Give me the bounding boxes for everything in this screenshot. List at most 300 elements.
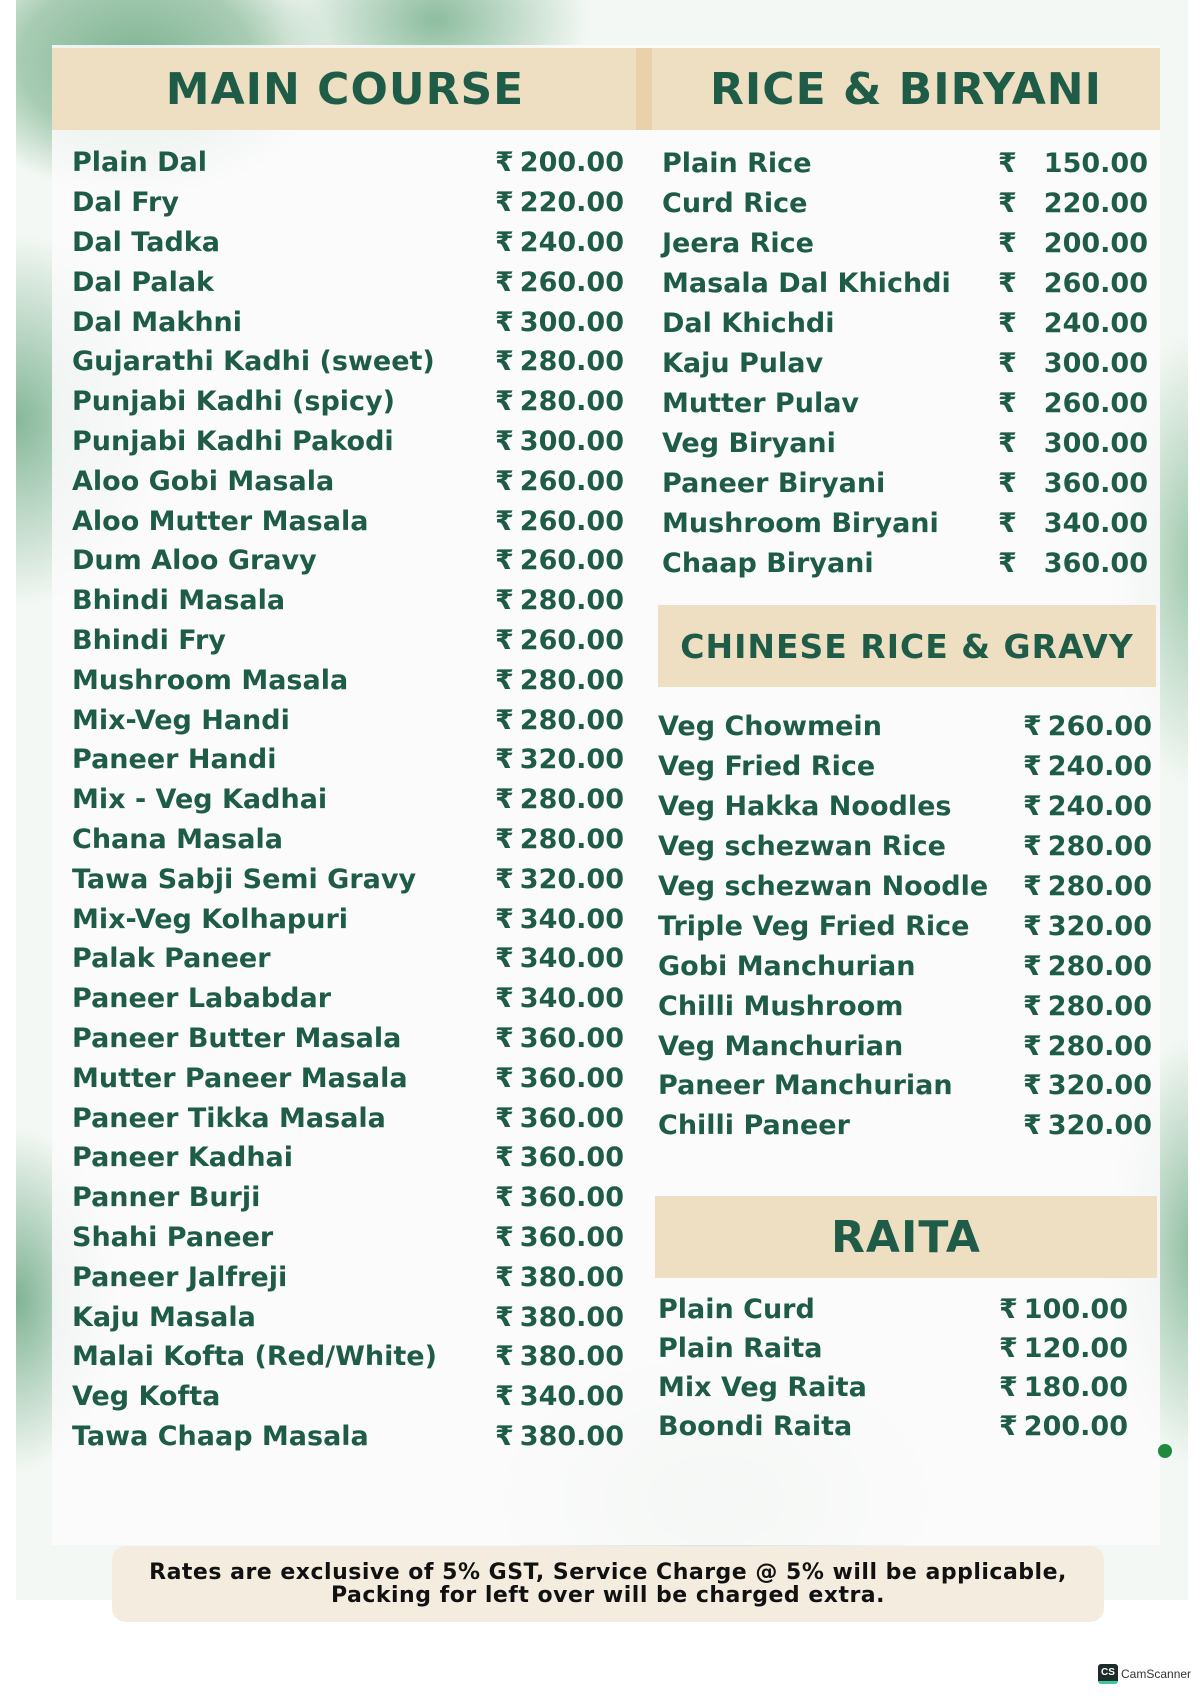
- rupee-icon: ₹: [495, 624, 514, 656]
- menu-item-name: Aloo Mutter Masala: [72, 505, 369, 537]
- rupee-icon: ₹: [495, 306, 514, 338]
- menu-item-price: [998, 308, 1148, 339]
- menu-item-price: [495, 1063, 624, 1094]
- chinese-item: [658, 707, 1152, 747]
- rice-biryani-item: [662, 303, 1148, 343]
- main-course-item: [72, 820, 624, 860]
- price-amount: 320.00: [1047, 910, 1152, 942]
- menu-item-name: Veg Kofta: [72, 1381, 221, 1413]
- rupee-icon: ₹: [495, 903, 514, 935]
- menu-item-price: [1023, 711, 1152, 742]
- menu-item-name: Paneer Handi: [72, 744, 277, 776]
- price-amount: 280.00: [519, 704, 624, 736]
- price-amount: 360.00: [519, 1182, 624, 1214]
- menu-item-name: Veg Chowmein: [658, 711, 882, 743]
- chinese-item: [658, 1106, 1152, 1146]
- chinese-header: [658, 605, 1156, 687]
- menu-item-name: Paneer Butter Masala: [72, 1022, 402, 1054]
- menu-item-price: [999, 1294, 1128, 1325]
- main-course-item: [72, 541, 624, 581]
- rice-biryani-item: [662, 183, 1148, 223]
- rupee-icon: ₹: [998, 307, 1017, 339]
- price-amount: 380.00: [519, 1420, 624, 1452]
- rupee-icon: ₹: [495, 1142, 514, 1174]
- main-course-item: [72, 342, 624, 382]
- rupee-icon: ₹: [495, 1022, 514, 1054]
- chinese-item: [658, 747, 1152, 787]
- price-amount: 240.00: [519, 226, 624, 258]
- rupee-icon: ₹: [998, 267, 1017, 299]
- raita-header: [655, 1196, 1157, 1278]
- price-amount: 360.00: [1043, 467, 1148, 499]
- price-amount: 150.00: [1043, 147, 1148, 179]
- rupee-icon: ₹: [495, 1062, 514, 1094]
- price-amount: 280.00: [519, 386, 624, 418]
- price-amount: 380.00: [519, 1301, 624, 1333]
- main-course-item: [72, 183, 624, 223]
- price-amount: 120.00: [1023, 1333, 1128, 1364]
- menu-item-price: [1023, 751, 1152, 782]
- price-amount: 340.00: [1043, 507, 1148, 539]
- main-course-header: [52, 48, 638, 130]
- price-amount: 260.00: [519, 465, 624, 497]
- menu-item-name: Dum Aloo Gravy: [72, 545, 317, 577]
- rupee-icon: ₹: [1023, 1030, 1042, 1062]
- menu-item-name: Shahi Paneer: [72, 1221, 274, 1253]
- menu-item-price: [495, 904, 624, 935]
- main-course-list: [72, 143, 624, 1456]
- rupee-icon: ₹: [495, 823, 514, 855]
- rupee-icon: ₹: [495, 1182, 514, 1214]
- price-amount: 200.00: [1043, 227, 1148, 259]
- chinese-item: [658, 906, 1152, 946]
- menu-item-price: [1023, 911, 1152, 942]
- main-course-item: [72, 581, 624, 621]
- camscanner-logo-icon: CS: [1098, 1664, 1118, 1684]
- rupee-icon: ₹: [495, 1301, 514, 1333]
- main-course-item: [72, 1417, 624, 1457]
- rupee-icon: ₹: [495, 1420, 514, 1452]
- main-course-item: [72, 1138, 624, 1178]
- menu-item-name: Mix-Veg Kolhapuri: [72, 903, 349, 935]
- rupee-icon: ₹: [495, 1381, 514, 1413]
- price-amount: 240.00: [1043, 307, 1148, 339]
- menu-item-price: [495, 346, 624, 377]
- price-amount: 220.00: [1043, 187, 1148, 219]
- price-amount: 320.00: [519, 744, 624, 776]
- rupee-icon: ₹: [1023, 711, 1042, 743]
- price-amount: 340.00: [519, 1381, 624, 1413]
- price-amount: 260.00: [1043, 267, 1148, 299]
- price-amount: 180.00: [1023, 1372, 1128, 1403]
- menu-item-name: Dal Palak: [72, 266, 215, 298]
- menu-item-price: [495, 1381, 624, 1412]
- price-amount: 280.00: [1047, 990, 1152, 1022]
- menu-item-name: Chilli Mushroom: [658, 990, 904, 1022]
- rupee-icon: ₹: [999, 1333, 1018, 1364]
- chinese-list: [658, 707, 1152, 1146]
- rice-biryani-item: [662, 383, 1148, 423]
- menu-item-name: Dal Makhni: [72, 306, 243, 338]
- menu-item-name: Gobi Manchurian: [658, 950, 916, 982]
- menu-item-price: [1023, 1031, 1152, 1062]
- chinese-item: [658, 986, 1152, 1026]
- rupee-icon: ₹: [495, 784, 514, 816]
- price-amount: 260.00: [1047, 711, 1152, 743]
- price-amount: 360.00: [519, 1022, 624, 1054]
- rupee-icon: ₹: [495, 1261, 514, 1293]
- menu-item-price: [495, 506, 624, 537]
- menu-item-price: [1023, 991, 1152, 1022]
- rupee-icon: ₹: [495, 346, 514, 378]
- price-amount: 300.00: [519, 306, 624, 338]
- price-amount: 280.00: [519, 664, 624, 696]
- main-course-item: [72, 660, 624, 700]
- menu-item-price: [495, 426, 624, 457]
- menu-item-price: [495, 1182, 624, 1213]
- main-course-item: [72, 939, 624, 979]
- menu-item-price: [495, 1262, 624, 1293]
- tax-note-line-2: Packing for left over will be charged extra.: [330, 1583, 886, 1608]
- rupee-icon: ₹: [495, 863, 514, 895]
- menu-item-price: [495, 665, 624, 696]
- menu-item-name: Mutter Paneer Masala: [72, 1062, 408, 1094]
- menu-item-name: Malai Kofta (Red/White): [72, 1341, 437, 1373]
- menu-item-name: Paneer Jalfreji: [72, 1261, 288, 1293]
- price-amount: 220.00: [519, 187, 624, 219]
- rupee-icon: ₹: [495, 386, 514, 418]
- main-course-item: [72, 700, 624, 740]
- rupee-icon: ₹: [1023, 1110, 1042, 1142]
- camscanner-watermark: [1098, 1664, 1191, 1684]
- menu-item-price: [495, 1302, 624, 1333]
- rice-biryani-item: [662, 143, 1148, 183]
- menu-item-price: [495, 784, 624, 815]
- main-course-title: MAIN COURSE: [165, 63, 525, 115]
- chinese-title: CHINESE RICE & GRAVY: [680, 626, 1134, 666]
- menu-item-name: Plain Rice: [662, 147, 812, 179]
- rupee-icon: ₹: [998, 147, 1017, 179]
- menu-item-name: Veg Fried Rice: [658, 751, 876, 783]
- price-amount: 280.00: [1047, 871, 1152, 902]
- menu-item-price: [1023, 951, 1152, 982]
- menu-item-price: [999, 1372, 1128, 1403]
- menu-item-name: Mix - Veg Kadhai: [72, 784, 328, 816]
- main-course-item: [72, 740, 624, 780]
- rupee-icon: ₹: [998, 427, 1017, 459]
- rupee-icon: ₹: [1023, 950, 1042, 982]
- menu-item-name: Plain Raita: [658, 1333, 823, 1364]
- menu-item-price: [495, 227, 624, 258]
- main-course-item: [72, 1019, 624, 1059]
- menu-item-price: [999, 1333, 1128, 1364]
- menu-item-price: [495, 983, 624, 1014]
- menu-item-name: Chilli Paneer: [658, 1110, 850, 1142]
- rupee-icon: ₹: [495, 505, 514, 537]
- menu-item-price: [495, 1421, 624, 1452]
- price-amount: 300.00: [1043, 347, 1148, 379]
- menu-item-price: [495, 1142, 624, 1173]
- main-course-item: [72, 1377, 624, 1417]
- main-course-item: [72, 621, 624, 661]
- main-course-item: [72, 1257, 624, 1297]
- menu-item-name: Paneer Tikka Masala: [72, 1102, 386, 1134]
- menu-item-name: Mix Veg Raita: [658, 1372, 867, 1403]
- menu-item-price: [495, 1103, 624, 1134]
- menu-item-name: Triple Veg Fried Rice: [658, 910, 970, 942]
- main-course-item: [72, 223, 624, 263]
- rice-biryani-item: [662, 263, 1148, 303]
- rupee-icon: ₹: [1023, 831, 1042, 863]
- menu-item-name: Mutter Pulav: [662, 387, 860, 419]
- rupee-icon: ₹: [998, 547, 1017, 579]
- decorative-dot: [1158, 1444, 1172, 1458]
- menu-item-price: [495, 267, 624, 298]
- main-course-item: [72, 1098, 624, 1138]
- rupee-icon: ₹: [495, 943, 514, 975]
- menu-item-price: [998, 348, 1148, 379]
- menu-item-name: Jeera Rice: [662, 227, 814, 259]
- rice-biryani-item: [662, 543, 1148, 583]
- rupee-icon: ₹: [495, 465, 514, 497]
- menu-item-name: Tawa Sabji Semi Gravy: [72, 863, 417, 895]
- price-amount: 280.00: [1047, 1030, 1152, 1062]
- menu-item-price: [495, 744, 624, 775]
- menu-item-price: [495, 943, 624, 974]
- menu-item-name: Panner Burji: [72, 1182, 261, 1214]
- menu-item-name: Paneer Lababdar: [72, 983, 332, 1015]
- price-amount: 360.00: [1043, 547, 1148, 579]
- price-amount: 380.00: [519, 1261, 624, 1293]
- menu-item-name: Veg Hakka Noodles: [658, 791, 952, 823]
- rice-biryani-header: [652, 48, 1160, 130]
- main-course-item: [72, 302, 624, 342]
- rupee-icon: ₹: [998, 347, 1017, 379]
- price-amount: 280.00: [519, 784, 624, 816]
- chinese-item: [658, 827, 1152, 867]
- rice-biryani-item: [662, 423, 1148, 463]
- raita-title: RAITA: [831, 1211, 981, 1263]
- menu-item-name: Curd Rice: [662, 187, 808, 219]
- menu-item-price: [1023, 1110, 1152, 1141]
- raita-item: [658, 1290, 1128, 1329]
- menu-item-price: [998, 548, 1148, 579]
- raita-list: [658, 1290, 1128, 1446]
- header-divider: [636, 48, 652, 130]
- camscanner-label: CamScanner: [1121, 1667, 1192, 1681]
- menu-item-price: [1023, 831, 1152, 862]
- rupee-icon: ₹: [495, 704, 514, 736]
- menu-item-name: Mushroom Masala: [72, 664, 349, 696]
- main-course-item: [72, 143, 624, 183]
- menu-item-name: Paneer Biryani: [662, 467, 886, 499]
- price-amount: 260.00: [519, 266, 624, 298]
- menu-item-name: Chana Masala: [72, 823, 283, 855]
- price-amount: 200.00: [1023, 1411, 1128, 1442]
- menu-item-name: Chaap Biryani: [662, 547, 874, 579]
- menu-item-name: Kaju Masala: [72, 1301, 256, 1333]
- menu-item-price: [495, 386, 624, 417]
- menu-item-name: Plain Curd: [658, 1294, 815, 1325]
- menu-item-name: Kaju Pulav: [662, 347, 824, 379]
- price-amount: 200.00: [519, 147, 624, 179]
- rupee-icon: ₹: [495, 744, 514, 776]
- price-amount: 280.00: [519, 823, 624, 855]
- menu-item-price: [998, 508, 1148, 539]
- menu-item-price: [495, 307, 624, 338]
- price-amount: 340.00: [519, 983, 624, 1015]
- rupee-icon: ₹: [998, 227, 1017, 259]
- rupee-icon: ₹: [495, 226, 514, 258]
- main-course-item: [72, 1297, 624, 1337]
- menu-item-price: [998, 228, 1148, 259]
- rupee-icon: ₹: [998, 387, 1017, 419]
- rupee-icon: ₹: [495, 1341, 514, 1373]
- rupee-icon: ₹: [495, 187, 514, 219]
- price-amount: 240.00: [1047, 791, 1152, 823]
- main-course-item: [72, 1058, 624, 1098]
- rupee-icon: ₹: [495, 545, 514, 577]
- chinese-item: [658, 1066, 1152, 1106]
- rupee-icon: ₹: [1023, 871, 1042, 902]
- menu-item-name: Tawa Chaap Masala: [72, 1420, 369, 1452]
- menu-item-name: Dal Fry: [72, 187, 179, 219]
- rupee-icon: ₹: [1023, 1070, 1042, 1102]
- price-amount: 360.00: [519, 1102, 624, 1134]
- rice-biryani-list: [662, 143, 1148, 583]
- price-amount: 340.00: [519, 903, 624, 935]
- rupee-icon: ₹: [495, 983, 514, 1015]
- price-amount: 340.00: [519, 943, 624, 975]
- rice-biryani-item: [662, 463, 1148, 503]
- price-amount: 280.00: [1047, 950, 1152, 982]
- rupee-icon: ₹: [999, 1411, 1018, 1442]
- menu-item-name: Palak Paneer: [72, 943, 271, 975]
- menu-item-price: [495, 466, 624, 497]
- menu-item-price: [495, 824, 624, 855]
- menu-item-price: [998, 388, 1148, 419]
- rupee-icon: ₹: [495, 425, 514, 457]
- rupee-icon: ₹: [495, 664, 514, 696]
- price-amount: 260.00: [1043, 387, 1148, 419]
- price-amount: 320.00: [1047, 1070, 1152, 1102]
- menu-item-name: Plain Dal: [72, 147, 208, 179]
- menu-item-price: [998, 148, 1148, 179]
- menu-item-price: [495, 585, 624, 616]
- rupee-icon: ₹: [1023, 791, 1042, 823]
- price-amount: 300.00: [519, 425, 624, 457]
- menu-item-name: Veg Manchurian: [658, 1030, 904, 1062]
- price-amount: 360.00: [519, 1221, 624, 1253]
- raita-item: [658, 1368, 1128, 1407]
- menu-item-name: Punjabi Kadhi Pakodi: [72, 425, 394, 457]
- menu-item-price: [1023, 871, 1152, 902]
- menu-item-price: [495, 147, 624, 178]
- rupee-icon: ₹: [495, 585, 514, 617]
- rupee-icon: ₹: [999, 1294, 1018, 1325]
- menu-item-price: [495, 187, 624, 218]
- tax-note-line-1: Rates are exclusive of 5% GST, Service Charge @ 5% will be applicable,: [149, 1560, 1067, 1585]
- rice-biryani-item: [662, 343, 1148, 383]
- menu-item-name: Veg Biryani: [662, 427, 836, 459]
- rupee-icon: ₹: [1023, 990, 1042, 1022]
- rupee-icon: ₹: [495, 1221, 514, 1253]
- main-course-item: [72, 979, 624, 1019]
- menu-item-price: [998, 468, 1148, 499]
- raita-item: [658, 1407, 1128, 1446]
- menu-item-price: [1023, 1070, 1152, 1101]
- menu-item-price: [1023, 791, 1152, 822]
- main-course-item: [72, 899, 624, 939]
- menu-item-price: [998, 188, 1148, 219]
- menu-item-name: Dal Khichdi: [662, 307, 835, 339]
- main-course-item: [72, 1218, 624, 1258]
- price-amount: 280.00: [519, 585, 624, 617]
- price-amount: 100.00: [1023, 1294, 1128, 1325]
- menu-item-price: [998, 268, 1148, 299]
- main-course-item: [72, 1337, 624, 1377]
- price-amount: 260.00: [519, 545, 624, 577]
- rupee-icon: ₹: [1023, 751, 1042, 783]
- menu-item-name: Dal Tadka: [72, 226, 220, 258]
- menu-item-price: [495, 545, 624, 576]
- rice-biryani-item: [662, 503, 1148, 543]
- menu-item-price: [495, 1341, 624, 1372]
- rice-biryani-item: [662, 223, 1148, 263]
- raita-item: [658, 1329, 1128, 1368]
- chinese-item: [658, 946, 1152, 986]
- price-amount: 260.00: [519, 624, 624, 656]
- main-course-item: [72, 461, 624, 501]
- main-course-item: [72, 382, 624, 422]
- price-amount: 380.00: [519, 1341, 624, 1373]
- main-course-item: [72, 262, 624, 302]
- menu-item-price: [495, 1023, 624, 1054]
- menu-item-name: Bhindi Fry: [72, 624, 226, 656]
- menu-item-price: [495, 864, 624, 895]
- rupee-icon: ₹: [999, 1372, 1018, 1403]
- price-amount: 300.00: [1043, 427, 1148, 459]
- rupee-icon: ₹: [495, 147, 514, 179]
- menu-item-name: Punjabi Kadhi (spicy): [72, 386, 395, 418]
- price-amount: 260.00: [519, 505, 624, 537]
- rupee-icon: ₹: [998, 507, 1017, 539]
- price-amount: 360.00: [519, 1142, 624, 1174]
- main-course-item: [72, 501, 624, 541]
- menu-item-price: [998, 428, 1148, 459]
- rupee-icon: ₹: [495, 1102, 514, 1134]
- menu-item-name: Mix-Veg Handi: [72, 704, 290, 736]
- menu-item-name: Mushroom Biryani: [662, 507, 939, 539]
- chinese-item: [658, 867, 1152, 907]
- main-course-item: [72, 859, 624, 899]
- main-course-item: [72, 1178, 624, 1218]
- menu-item-name: Masala Dal Khichdi: [662, 267, 951, 299]
- menu-item-name: Paneer Kadhai: [72, 1142, 294, 1174]
- chinese-item: [658, 1026, 1152, 1066]
- price-amount: 320.00: [1047, 1110, 1152, 1142]
- menu-item-price: [495, 1222, 624, 1253]
- menu-item-price: [999, 1411, 1128, 1442]
- rupee-icon: ₹: [998, 467, 1017, 499]
- price-amount: 320.00: [519, 863, 624, 895]
- menu-item-name: Aloo Gobi Masala: [72, 465, 335, 497]
- menu-item-price: [495, 705, 624, 736]
- rupee-icon: ₹: [495, 266, 514, 298]
- tax-note-banner: [112, 1546, 1104, 1622]
- price-amount: 360.00: [519, 1062, 624, 1094]
- menu-item-name: Veg schezwan Noodle: [658, 871, 989, 902]
